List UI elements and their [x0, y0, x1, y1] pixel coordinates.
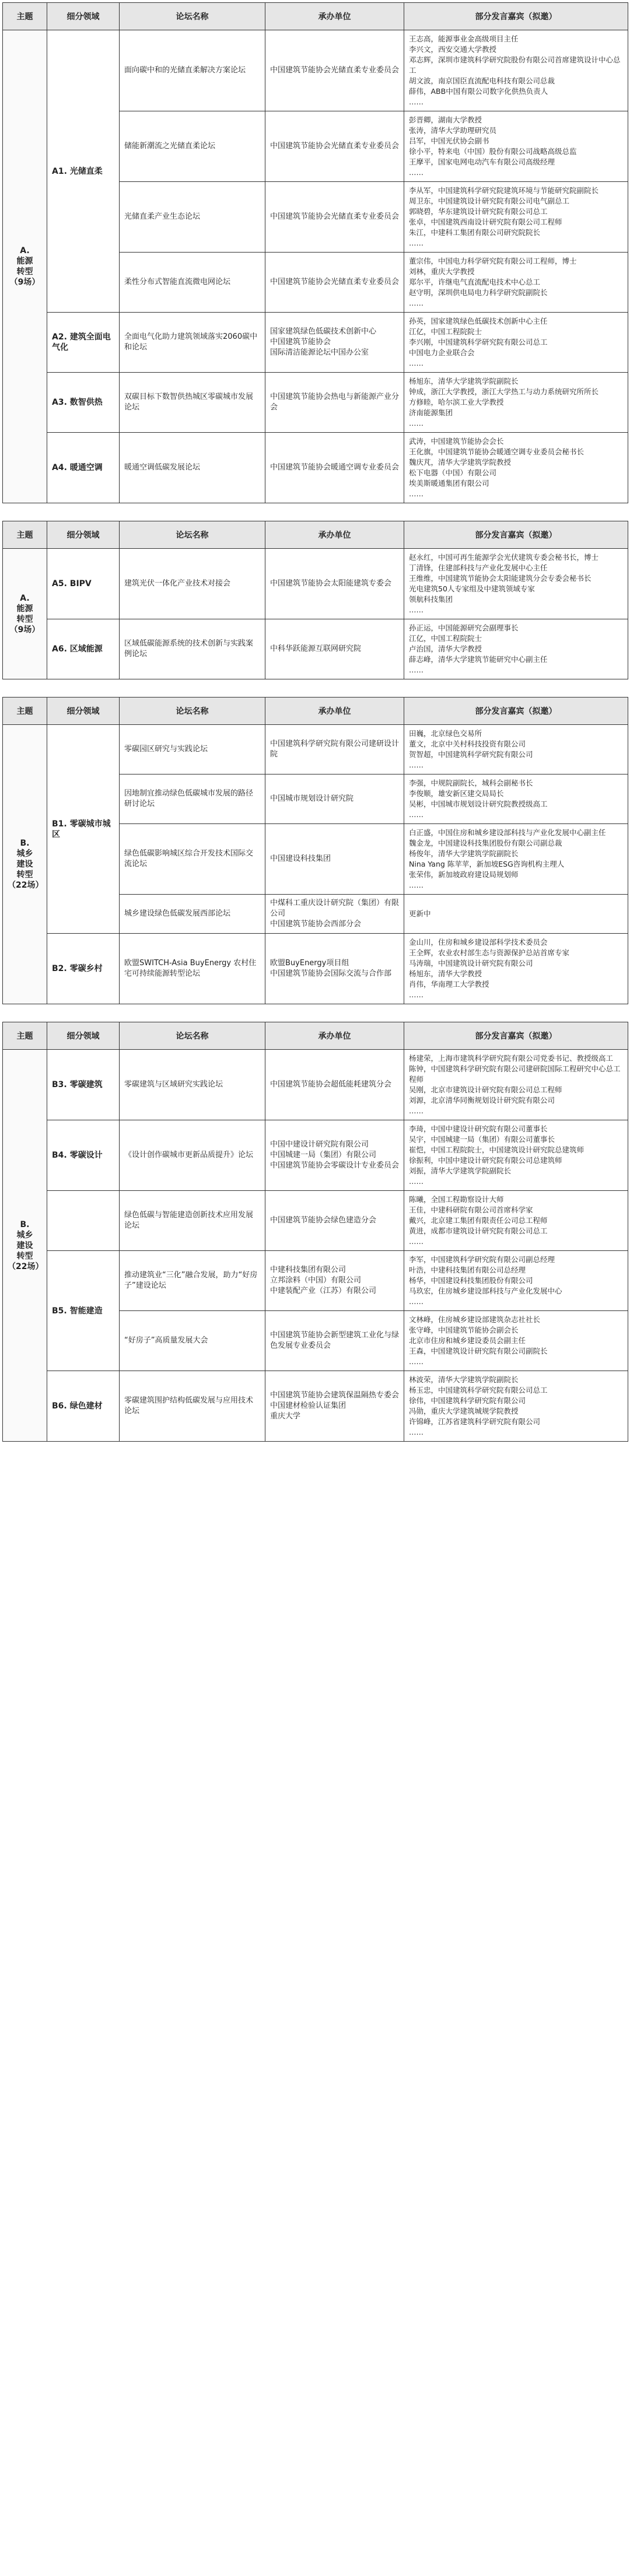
forum-table [2, 2, 628, 503]
organizer-cell: 中国建筑科学研究院有限公司建研设计院 [265, 725, 404, 774]
table-block [2, 697, 628, 1004]
organizer-cell: 国家建筑绿色低碳技术创新中心 中国建筑节能协会 国际清洁能源论坛中国办公室 [265, 313, 404, 373]
column-header: 论坛名称 [120, 521, 265, 549]
speaker-line: 叶浩，中建科技集团有限公司总经理 [409, 1266, 526, 1274]
forum-name-cell: 区域低碳能源系统的技术创新与实践案例论坛 [120, 619, 265, 679]
speaker-line: 薛志峰，清华大学建筑节能研究中心副主任 [409, 655, 548, 664]
table-block [2, 521, 628, 679]
column-header: 部分发言嘉宾（拟邀） [404, 3, 628, 30]
speaker-line: 济南能源集团 [409, 408, 453, 417]
speaker-line: 更新中 [409, 909, 431, 918]
column-header: 承办单位 [265, 698, 404, 725]
speaker-line: 方修睦，哈尔滨工业大学教授 [409, 398, 504, 406]
organizer-cell: 中国建筑节能协会光储直柔专业委员会 [265, 30, 404, 111]
speaker-line: 赵永红，中国可再生能源学会光伏建筑专委会秘书长，博士 [409, 553, 599, 562]
forum-name-cell: 建筑光伏一体化产业技术对接会 [120, 549, 265, 619]
speaker-line: 戴兴，北京建工集团有限责任公司总工程师 [409, 1216, 548, 1225]
table-row [3, 725, 628, 774]
column-header: 主题 [3, 1022, 47, 1050]
speaker-line: …… [409, 168, 424, 177]
speaker-line: 江亿，中国工程院院士 [409, 327, 482, 336]
table-body [3, 549, 628, 679]
organizer-cell: 中国建筑节能协会绿色建造分会 [265, 1191, 404, 1251]
speaker-line: 李兴文，西安交通大学教授 [409, 45, 497, 54]
speaker-line: …… [409, 419, 424, 427]
subfield-cell: A2. 建筑全面电气化 [47, 313, 120, 373]
organizer-cell: 中国建筑节能协会新型建筑工业化与绿色发展专业委员会 [265, 1311, 404, 1371]
speakers-cell [404, 774, 628, 824]
speaker-line: …… [409, 810, 424, 819]
speaker-line: 张卓，中国建筑西南设计研究院有限公司工程师 [409, 218, 562, 226]
header-row [3, 1022, 628, 1050]
speaker-line: 北京市住房和城乡建设委员会副主任 [409, 1336, 526, 1345]
forum-name-cell: 城乡建设绿色低碳发展西部论坛 [120, 895, 265, 934]
organizer-cell: 中国建筑节能协会光储直柔专业委员会 [265, 182, 404, 253]
speaker-line: 王化旗，中国建筑节能协会暖通空调专业委员会秘书长 [409, 447, 584, 456]
theme-cell: A. 能源 转型 （9场） [3, 549, 47, 679]
column-header: 细分领域 [47, 1022, 120, 1050]
header-row [3, 698, 628, 725]
speakers-cell [404, 895, 628, 934]
speakers-cell [404, 182, 628, 253]
column-header: 承办单位 [265, 1022, 404, 1050]
speaker-line: 吴彬，中国城市规划设计研究院教授级高工 [409, 800, 548, 808]
table-block [2, 1022, 628, 1442]
speaker-line: 吴宇，中国城建一局（集团）有限公司董事长 [409, 1135, 555, 1144]
speaker-line: …… [409, 881, 424, 889]
speaker-line: …… [409, 1297, 424, 1306]
speaker-line: …… [409, 299, 424, 307]
speaker-line: 卢治国，清华大学教授 [409, 644, 482, 653]
column-header: 论坛名称 [120, 698, 265, 725]
speaker-line: 刘源，北京清华同衡规划设计研究院有限公司 [409, 1096, 555, 1105]
column-header: 部分发言嘉宾（拟邀） [404, 1022, 628, 1050]
forum-name-cell: 因地制宜推动绿色低碳城市发展的路径研讨论坛 [120, 774, 265, 824]
table-row [3, 433, 628, 503]
speaker-line: …… [409, 605, 424, 614]
speaker-line: 李军，中国建筑科学研究院有限公司副总经理 [409, 1255, 555, 1264]
theme-cell: A. 能源 转型 （9场） [3, 30, 47, 503]
organizer-cell: 中煤科工重庆设计研究院（集团）有限公司 中国建筑节能协会西部分会 [265, 895, 404, 934]
speaker-line: 丁清锋，住建部科技与产业化发展中心主任 [409, 563, 548, 572]
column-header: 部分发言嘉宾（拟邀） [404, 698, 628, 725]
header-row [3, 3, 628, 30]
speaker-line: 林波荣，清华大学建筑学院副院长 [409, 1375, 519, 1384]
speaker-line: …… [409, 1177, 424, 1186]
subfield-cell: A6. 区域能源 [47, 619, 120, 679]
speaker-line: 杨旭东，清华大学教授 [409, 969, 482, 978]
header-row [3, 521, 628, 549]
speaker-line: 王全辉，农业农村部生态与资源保护总站首席专家 [409, 948, 570, 957]
subfield-cell: B2. 零碳乡村 [47, 934, 120, 1004]
forum-name-cell: 欧盟SWITCH-Asia BuyEnergy 农村住宅可持续能源转型论坛 [120, 934, 265, 1004]
speaker-line: 埃美斯暖通集团有限公司 [409, 479, 489, 488]
speaker-line: 张涛，清华大学助理研究员 [409, 126, 497, 135]
column-header: 细分领域 [47, 3, 120, 30]
subfield-cell: B5. 智能建造 [47, 1251, 120, 1371]
table-header [3, 3, 628, 30]
speaker-line: …… [409, 359, 424, 367]
speaker-line: 领航科技集团 [409, 595, 453, 604]
speaker-line: 薛伟，ABB中国有限公司数字化供热负责人 [409, 87, 548, 96]
speaker-line: 田巍，北京绿色交易所 [409, 729, 482, 738]
speaker-line: 许锦峰，江苏省建筑科学研究院有限公司 [409, 1417, 541, 1426]
speaker-line: …… [409, 97, 424, 106]
speaker-line: 王摩平，国家电网电动汽车有限公司高级经理 [409, 157, 555, 166]
speaker-line: 周卫东，中国建筑设计研究院有限公司电气副总工 [409, 197, 570, 205]
speakers-cell [404, 373, 628, 433]
forum-name-cell: 暖通空调低碳发展论坛 [120, 433, 265, 503]
speakers-cell [404, 1120, 628, 1191]
speaker-line: …… [409, 665, 424, 674]
speakers-cell [404, 111, 628, 182]
speaker-line: 杨玉忠，中国建筑科学研究院有限公司总工 [409, 1386, 548, 1394]
subfield-cell [47, 1191, 120, 1251]
forum-name-cell: “好房子”高质量发展大会 [120, 1311, 265, 1371]
forum-name-cell: 推动建筑业“三化”融合发展，助力“好房子”建设论坛 [120, 1251, 265, 1311]
organizer-cell: 中国建筑节能协会建筑保温隔热专委会 中国建材检验认证集团 重庆大学 [265, 1371, 404, 1442]
speaker-line: …… [409, 1237, 424, 1246]
speakers-cell [404, 549, 628, 619]
speakers-cell [404, 824, 628, 895]
table-row [3, 934, 628, 1004]
column-header: 细分领域 [47, 521, 120, 549]
forum-table [2, 697, 628, 1004]
speaker-line: 王佳，中建科研院有限公司首席科学家 [409, 1205, 533, 1214]
column-header: 承办单位 [265, 521, 404, 549]
speaker-line: 徐小平，特来电（中国）股份有限公司战略高级总监 [409, 147, 577, 156]
speaker-line: 魏庆芃，清华大学建筑学院教授 [409, 458, 512, 467]
forum-name-cell: 《设计创作碳城市更新品质提升》论坛 [120, 1120, 265, 1191]
table-block [2, 2, 628, 503]
speaker-line: …… [409, 1106, 424, 1115]
speaker-line: 贺智超，中国建筑科学研究院有限公司 [409, 750, 533, 759]
table-body [3, 1050, 628, 1442]
subfield-cell: B3. 零碳建筑 [47, 1050, 120, 1120]
organizer-cell: 中国建筑节能协会超低能耗建筑分会 [265, 1050, 404, 1120]
organizer-cell: 中国建筑节能协会太阳能建筑专委会 [265, 549, 404, 619]
speaker-line: 董文，北京中关村科技投资有限公司 [409, 739, 526, 748]
speakers-cell [404, 313, 628, 373]
speakers-cell [404, 1371, 628, 1442]
organizer-cell: 中国中建设计研究院有限公司 中国城建一局（集团）有限公司 中国建筑节能协会零碳设计专业委员会 [265, 1120, 404, 1191]
speaker-line: 松下电器（中国）有限公司 [409, 468, 497, 477]
forum-name-cell: 绿色低碳影响城区综合开发技术国际交流论坛 [120, 824, 265, 895]
speaker-line: 武涛，中国建筑节能协会会长 [409, 437, 504, 446]
speaker-line: 吕军，中国光伏协会副书 [409, 136, 489, 145]
speaker-line: 王森，中国建筑设计研究院有限公司副院长 [409, 1347, 548, 1355]
table-row [3, 30, 628, 111]
speaker-line: …… [409, 760, 424, 769]
column-header: 主题 [3, 521, 47, 549]
speaker-line: 杨旭东，清华大学建筑学院副院长 [409, 377, 519, 385]
speaker-line: 徐振利，中国中建设计研究院有限公司总建筑师 [409, 1156, 562, 1165]
forum-name-cell: 零碳建筑与区域研究实践论坛 [120, 1050, 265, 1120]
subfield-cell: B1. 零碳城市城区 [47, 725, 120, 934]
forum-name-cell: 光储直柔产业生态论坛 [120, 182, 265, 253]
column-header: 主题 [3, 3, 47, 30]
speaker-line: Nina Yang 陈苹苹，新加坡ESG咨询机构主理人 [409, 860, 565, 868]
organizer-cell: 中科华跃能源互联网研究院 [265, 619, 404, 679]
speaker-line: 董宗伟，中国电力科学研究院有限公司工程师，博士 [409, 257, 577, 265]
speakers-cell [404, 619, 628, 679]
speaker-line: 肖伟，华南理工大学教授 [409, 980, 489, 989]
forum-name-cell: 储能新潮流之光储直柔论坛 [120, 111, 265, 182]
theme-cell: B. 城乡 建设 转型 （22场） [3, 1050, 47, 1442]
subfield-cell: A3. 数智供热 [47, 373, 120, 433]
speakers-cell [404, 934, 628, 1004]
speaker-line: 郑尔平，许继电气直流配电技术中心总工 [409, 278, 541, 286]
forum-name-cell: 全面电气化助力建筑领域落实2060碳中和论坛 [120, 313, 265, 373]
speaker-line: 吴刚，北京市建筑设计研究院有限公司总工程师 [409, 1085, 562, 1094]
speaker-line: 马玖宏，住房城乡建设部科技与产业化发展中心 [409, 1287, 562, 1295]
table-header [3, 521, 628, 549]
column-header: 细分领域 [47, 698, 120, 725]
speaker-line: 郭晓碧，华东建筑设计研究院有限公司总工 [409, 207, 548, 216]
column-header: 部分发言嘉宾（拟邀） [404, 521, 628, 549]
speaker-line: 陈钟，中国建筑科学研究院有限公司建研院国际工程研究中心总工程师 [409, 1064, 621, 1084]
speaker-line: 冯勋，重庆大学建筑城规学院教授 [409, 1407, 519, 1415]
forum-name-cell: 柔性分布式智能直流微电网论坛 [120, 253, 265, 313]
speaker-line: 马涛瑞，中国建筑设计研究院有限公司 [409, 959, 533, 968]
table-body [3, 725, 628, 1004]
speakers-cell [404, 725, 628, 774]
speaker-line: 崔恺，中国工程院院士，中国建筑设计研究院总建筑师 [409, 1145, 584, 1154]
forum-name-cell: 零碳园区研究与实践论坛 [120, 725, 265, 774]
speaker-line: 王维维，中国建筑节能协会太阳能建筑分会专委会秘书长 [409, 574, 592, 583]
speakers-cell [404, 253, 628, 313]
speaker-line: 金山川，住房和城乡建设部科学技术委员会 [409, 938, 548, 947]
speaker-line: 刘振，清华大学建筑学院副院长 [409, 1166, 512, 1175]
speaker-line: 杨建荣，上海市建筑科学研究院有限公司党委书记、教授级高工 [409, 1054, 614, 1063]
speaker-line: 张荣伟，新加坡政府建设局规划师 [409, 870, 519, 879]
column-header: 论坛名称 [120, 3, 265, 30]
speaker-line: 陈曦，全国工程勘察设计大师 [409, 1195, 504, 1204]
organizer-cell: 中国建筑节能协会暖通空调专业委员会 [265, 433, 404, 503]
document-page [2, 2, 628, 1459]
table-header [3, 698, 628, 725]
speaker-line: 李强，中规院副院长，城科会副秘书长 [409, 779, 533, 787]
forum-name-cell: 零碳建筑围护结构低碳发展与应用技术论坛 [120, 1371, 265, 1442]
speaker-line: 孙英，国家建筑绿色低碳技术创新中心主任 [409, 317, 548, 325]
forum-name-cell: 双碳目标下数智供热城区零碳城市发展论坛 [120, 373, 265, 433]
subfield-cell: B6. 绿色建材 [47, 1371, 120, 1442]
table-row [3, 1050, 628, 1120]
table-row [3, 313, 628, 373]
speaker-line: 江亿，中国工程院院士 [409, 634, 482, 643]
speaker-line: 杨华，中国建设科技集团股份有限公司 [409, 1276, 533, 1285]
speaker-line: 李俊顺，雄安新区建交局局长 [409, 789, 504, 798]
speaker-line: 邓志辉，深圳市建筑科学研究院股份有限公司首席建筑设计中心总工 [409, 55, 621, 75]
speaker-line: …… [409, 990, 424, 999]
table-row [3, 373, 628, 433]
speaker-line: 文林峰，住房城乡建设部建筑杂志社社长 [409, 1315, 541, 1324]
column-header: 主题 [3, 698, 47, 725]
forum-table [2, 521, 628, 679]
organizer-cell: 中国建设科技集团 [265, 824, 404, 895]
column-header: 论坛名称 [120, 1022, 265, 1050]
speaker-line: 张守峰，中国建筑节能协会副会长 [409, 1326, 519, 1334]
speakers-cell [404, 1311, 628, 1371]
table-row [3, 549, 628, 619]
speaker-line: 李琦，中国中建设计研究院有限公司董事长 [409, 1124, 548, 1133]
speaker-line: 赵守明，深圳供电局电力科学研究院副院长 [409, 288, 548, 297]
speaker-line: 中国电力企业联合会 [409, 348, 475, 357]
forum-table [2, 1022, 628, 1442]
organizer-cell: 中建科技集团有限公司 立邦涂料（中国）有限公司 中建装配产业（江苏）有限公司 [265, 1251, 404, 1311]
forum-name-cell: 面向碳中和的光储直柔解决方案论坛 [120, 30, 265, 111]
subfield-cell: A1. 光储直柔 [47, 30, 120, 313]
speaker-line: 李兴刚，中国建筑科学研究院有限公司总工 [409, 338, 548, 346]
organizer-cell: 欧盟BuyEnergy项目组 中国建筑节能协会国际交流与合作部 [265, 934, 404, 1004]
speaker-line: …… [409, 239, 424, 247]
speakers-cell [404, 433, 628, 503]
organizer-cell: 中国建筑节能协会热电与新能源产业分会 [265, 373, 404, 433]
speaker-line: 光电建筑50人专家组及中建筑领域专家 [409, 584, 535, 593]
speaker-line: 黄进，成都市建筑设计研究院有限公司总工 [409, 1226, 548, 1235]
organizer-cell: 中国建筑节能协会光储直柔专业委员会 [265, 111, 404, 182]
subfield-cell: A5. BIPV [47, 549, 120, 619]
speaker-line: 李从军，中国建筑科学研究院建筑环境与节能研究院副院长 [409, 186, 599, 195]
organizer-cell: 中国城市规划设计研究院 [265, 774, 404, 824]
forum-name-cell: 绿色低碳与智能建造创新技术应用发展论坛 [120, 1191, 265, 1251]
table-header [3, 1022, 628, 1050]
organizer-cell: 中国建筑节能协会光储直柔专业委员会 [265, 253, 404, 313]
column-header: 承办单位 [265, 3, 404, 30]
speakers-cell [404, 1251, 628, 1311]
speaker-line: 魏金龙，中国建设科技集团股份有限公司副总裁 [409, 839, 562, 847]
table-row [3, 1371, 628, 1442]
subfield-cell: B4. 零碳设计 [47, 1120, 120, 1191]
speaker-line: 徐伟，中国建筑科学研究院有限公司 [409, 1396, 526, 1405]
speaker-line: 彭晋卿，湖南大学教授 [409, 115, 482, 124]
speaker-line: 钟成，浙江大学教授，浙江大学热工与动力系统研究所所长 [409, 387, 599, 396]
table-row [3, 619, 628, 679]
subfield-cell: A4. 暖通空调 [47, 433, 120, 503]
speaker-line: 白正盛，中国住房和城乡建设部科技与产业化发展中心副主任 [409, 828, 606, 837]
speaker-line: 刘林，重庆大学教授 [409, 267, 475, 276]
speaker-line: 王志高，能源事业金高级项目主任 [409, 34, 519, 43]
speaker-line: 孙正运，中国能源研究会副理事长 [409, 623, 519, 632]
speaker-line: 杨俊年，清华大学建筑学院副院长 [409, 849, 519, 858]
table-row [3, 1191, 628, 1251]
speakers-cell [404, 1191, 628, 1251]
speaker-line: …… [409, 1428, 424, 1436]
speakers-cell [404, 30, 628, 111]
speakers-cell [404, 1050, 628, 1120]
table-body [3, 30, 628, 503]
speaker-line: …… [409, 489, 424, 498]
speaker-line: 胡文波，南京国臣直流配电科技有限公司总裁 [409, 76, 555, 85]
speaker-line: …… [409, 1357, 424, 1366]
speaker-line: 朱江，中建科工集团有限公司研究院院长 [409, 228, 541, 237]
theme-cell: B. 城乡 建设 转型 （22场） [3, 725, 47, 1004]
table-row [3, 1120, 628, 1191]
table-row [3, 1251, 628, 1311]
